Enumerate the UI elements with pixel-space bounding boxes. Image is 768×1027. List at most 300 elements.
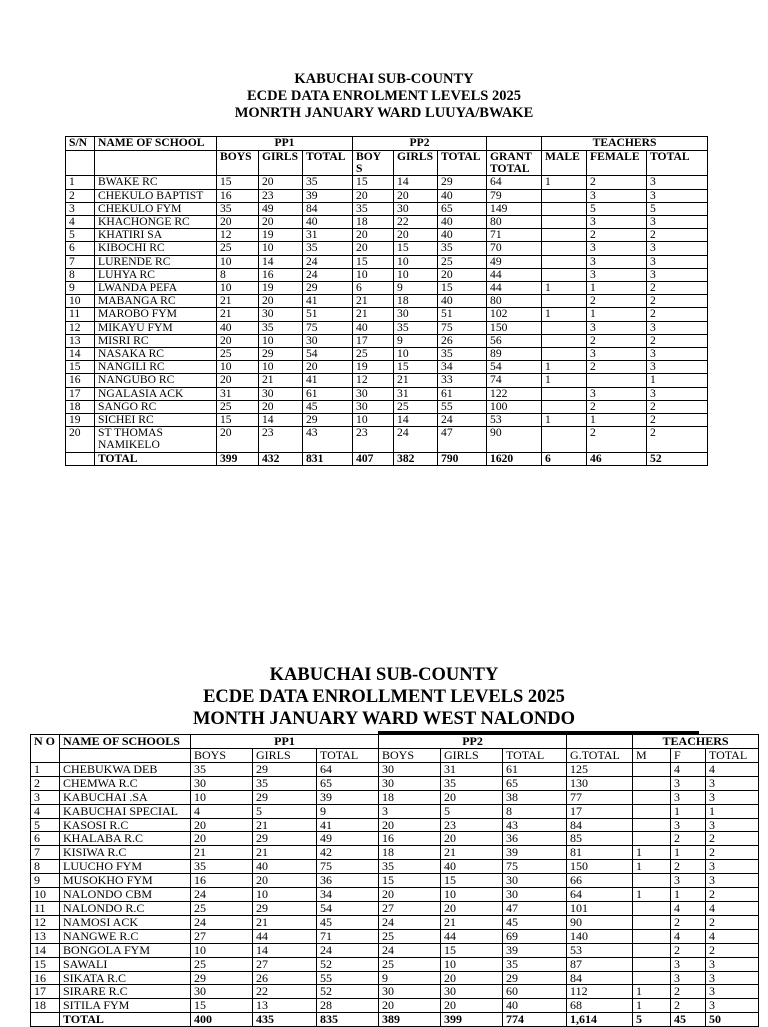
table-cell: 23 xyxy=(353,427,394,452)
table-cell: 2 xyxy=(647,334,708,347)
table-cell: 3 xyxy=(587,387,647,400)
table-header-row xyxy=(66,137,708,151)
table-cell: 3 xyxy=(587,348,647,361)
table-cell: 30 xyxy=(379,985,441,999)
table-cell: 3 xyxy=(706,874,759,888)
table-cell xyxy=(633,971,671,985)
subheader-cell: TOTAL xyxy=(503,749,567,763)
table-cell: 15 xyxy=(217,414,259,427)
table-cell xyxy=(542,334,587,347)
table-row xyxy=(31,971,759,985)
table-cell: 1 xyxy=(633,999,671,1013)
table-cell: 45 xyxy=(303,400,353,413)
table-cell: 36 xyxy=(317,874,379,888)
table-cell: 3 xyxy=(671,874,706,888)
table-cell: 26 xyxy=(438,334,487,347)
total-cell: 5 xyxy=(633,1013,671,1027)
table-cell: 40 xyxy=(438,216,487,229)
table-cell: 2 xyxy=(706,888,759,902)
school-name-cell: LWANDA PEFA xyxy=(95,282,217,295)
school-name-cell: NANGILI RC xyxy=(95,361,217,374)
table-cell: 20 xyxy=(217,427,259,452)
total-cell: TOTAL xyxy=(60,1013,191,1027)
table-cell: 40 xyxy=(438,189,487,202)
table-row xyxy=(66,202,708,215)
table-cell: 35 xyxy=(191,860,253,874)
table-cell: 3 xyxy=(671,971,706,985)
table-cell: 55 xyxy=(317,971,379,985)
table-cell: 64 xyxy=(317,762,379,776)
school-name-cell: SIRARE R.C xyxy=(60,985,191,999)
table-cell: 54 xyxy=(303,348,353,361)
total-cell: 435 xyxy=(253,1013,317,1027)
table-cell: 3 xyxy=(671,818,706,832)
table-row xyxy=(31,957,759,971)
table-cell: 30 xyxy=(379,776,441,790)
subheader-cell: TOTAL xyxy=(706,749,759,763)
table-cell: 24 xyxy=(303,255,353,268)
table-cell: 9 xyxy=(66,282,95,295)
school-name-cell: SITILA FYM xyxy=(60,999,191,1013)
school-name-cell: NANGUBO RC xyxy=(95,374,217,387)
table-cell: 10 xyxy=(31,888,60,902)
table-cell: 14 xyxy=(259,255,303,268)
table-cell: 20 xyxy=(259,216,303,229)
table-cell: 45 xyxy=(503,915,567,929)
table-cell: 3 xyxy=(647,242,708,255)
total-cell xyxy=(66,452,95,465)
table-cell: 13 xyxy=(31,929,60,943)
col-blank xyxy=(487,137,542,151)
school-name-cell: MISRI RC xyxy=(95,334,217,347)
subheader-cell: TOTAL xyxy=(317,749,379,763)
table-cell: 4 xyxy=(706,762,759,776)
table-cell: 9 xyxy=(379,971,441,985)
table-cell: 18 xyxy=(394,295,438,308)
table-cell: 2 xyxy=(31,776,60,790)
school-name-cell: KABUCHAI SPECIAL xyxy=(60,804,191,818)
col-pp2: PP2 xyxy=(353,137,487,151)
school-name-cell: NALONDO R.C xyxy=(60,901,191,915)
table-cell: 1 xyxy=(671,888,706,902)
table-cell: 1 xyxy=(31,762,60,776)
table-row xyxy=(31,888,759,902)
table-cell: 3 xyxy=(671,790,706,804)
table-cell xyxy=(542,321,587,334)
table-cell: 25 xyxy=(394,400,438,413)
table-cell: 5 xyxy=(31,818,60,832)
table-cell: 2 xyxy=(647,400,708,413)
table-cell: 25 xyxy=(191,901,253,915)
table-cell: 56 xyxy=(487,334,542,347)
total-cell: 46 xyxy=(587,452,647,465)
table-cell: 10 xyxy=(394,255,438,268)
table-cell: 74 xyxy=(487,374,542,387)
school-name-cell: NGALASIA ACK xyxy=(95,387,217,400)
table-row xyxy=(66,308,708,321)
table-cell: 3 xyxy=(647,361,708,374)
table-cell: 2 xyxy=(706,915,759,929)
table-cell xyxy=(542,216,587,229)
table-cell: 100 xyxy=(487,400,542,413)
table-row xyxy=(31,762,759,776)
table-cell: 2 xyxy=(587,361,647,374)
table-row xyxy=(31,874,759,888)
table-cell: 3 xyxy=(587,321,647,334)
table-cell: 29 xyxy=(503,971,567,985)
table-cell: 61 xyxy=(503,762,567,776)
table-cell: 2 xyxy=(587,229,647,242)
table-cell: 40 xyxy=(253,860,317,874)
school-name-cell: LURENDE RC xyxy=(95,255,217,268)
table-cell: 21 xyxy=(353,308,394,321)
table-cell: 21 xyxy=(394,374,438,387)
sub-blank-sn xyxy=(66,151,95,176)
table-cell: 24 xyxy=(303,268,353,281)
table-cell: 4 xyxy=(191,804,253,818)
table-cell: 23 xyxy=(259,427,303,452)
table-cell: 125 xyxy=(567,762,633,776)
table-cell: 9 xyxy=(394,334,438,347)
table-cell: 22 xyxy=(253,985,317,999)
table-cell: 20 xyxy=(353,229,394,242)
table-cell: 27 xyxy=(379,901,441,915)
table-body xyxy=(31,762,759,1026)
table-cell: 55 xyxy=(438,400,487,413)
table-cell: 3 xyxy=(706,971,759,985)
table-cell: 85 xyxy=(567,832,633,846)
table-cell: 12 xyxy=(66,321,95,334)
table-cell: 4 xyxy=(671,901,706,915)
table-cell: 10 xyxy=(441,957,503,971)
sub-total: TOTAL xyxy=(303,151,353,176)
table-cell: 21 xyxy=(353,295,394,308)
total-cell: 399 xyxy=(217,452,259,465)
sub-male: MALE xyxy=(542,151,587,176)
table-cell: 2 xyxy=(706,943,759,957)
table-cell: 14 xyxy=(259,414,303,427)
table-cell: 29 xyxy=(303,414,353,427)
table-row xyxy=(31,832,759,846)
total-cell: 1,614 xyxy=(567,1013,633,1027)
table-cell xyxy=(633,943,671,957)
col-school-name: NAME OF SCHOOLS xyxy=(60,735,191,749)
table-row xyxy=(66,361,708,374)
table-cell: 35 xyxy=(379,860,441,874)
table-cell: 89 xyxy=(487,348,542,361)
table-cell: 75 xyxy=(438,321,487,334)
table-row xyxy=(31,915,759,929)
school-name-cell: MAROBO FYM xyxy=(95,308,217,321)
table-cell: 44 xyxy=(487,282,542,295)
table-cell: 25 xyxy=(379,929,441,943)
sub-grant-total: GRANT TOTAL xyxy=(487,151,542,176)
school-name-cell: SIKATA R.C xyxy=(60,971,191,985)
table-cell xyxy=(633,901,671,915)
table-cell: 130 xyxy=(567,776,633,790)
table-row xyxy=(66,387,708,400)
table-cell: 24 xyxy=(379,915,441,929)
col-no: N O xyxy=(31,735,60,763)
table-cell: 49 xyxy=(317,832,379,846)
table-cell xyxy=(633,874,671,888)
table-row xyxy=(31,790,759,804)
table-cell: 30 xyxy=(503,874,567,888)
table-cell: 49 xyxy=(487,255,542,268)
table-cell: 6 xyxy=(31,832,60,846)
table-cell: 3 xyxy=(647,189,708,202)
sub-blank-name xyxy=(60,749,191,763)
total-cell: 432 xyxy=(259,452,303,465)
table-cell: 39 xyxy=(503,846,567,860)
doc1-title xyxy=(0,71,768,122)
table-cell: 4 xyxy=(706,901,759,915)
table-cell: 10 xyxy=(217,361,259,374)
doc2-title-line3: MONTH JANUARY WARD WEST NALONDO xyxy=(192,709,576,729)
table-cell: 1 xyxy=(542,374,587,387)
table-cell: 34 xyxy=(317,888,379,902)
table-row xyxy=(31,929,759,943)
table-cell: 16 xyxy=(379,832,441,846)
table-row xyxy=(66,282,708,295)
table-cell: 16 xyxy=(259,268,303,281)
table-cell: 44 xyxy=(441,929,503,943)
table-cell: 61 xyxy=(303,387,353,400)
col-teachers: TEACHERS xyxy=(542,137,708,151)
table-cell: 13 xyxy=(66,334,95,347)
school-name-cell: CHEMWA R.C xyxy=(60,776,191,790)
table-cell: 25 xyxy=(438,255,487,268)
table-cell: 10 xyxy=(353,268,394,281)
table-cell: 10 xyxy=(191,943,253,957)
table-cell: 112 xyxy=(567,985,633,999)
table-cell: 1 xyxy=(587,308,647,321)
table-cell: 1 xyxy=(671,846,706,860)
table-cell: 20 xyxy=(441,790,503,804)
table-cell: 44 xyxy=(253,929,317,943)
table-cell: 80 xyxy=(487,216,542,229)
table-cell: 35 xyxy=(394,321,438,334)
table-cell: 20 xyxy=(441,999,503,1013)
table-cell: 150 xyxy=(487,321,542,334)
table-cell: 20 xyxy=(191,818,253,832)
table-cell: 1 xyxy=(633,860,671,874)
table-cell: 3 xyxy=(706,860,759,874)
table-cell: 60 xyxy=(503,985,567,999)
table-cell: 30 xyxy=(191,776,253,790)
table-cell: 2 xyxy=(706,832,759,846)
table-cell: 18 xyxy=(379,846,441,860)
school-name-cell: KIBOCHI RC xyxy=(95,242,217,255)
table-cell: 15 xyxy=(394,361,438,374)
table-cell: 3 xyxy=(647,321,708,334)
table-cell: 1 xyxy=(587,282,647,295)
table-cell: 16 xyxy=(191,874,253,888)
table-cell: 2 xyxy=(647,414,708,427)
table-cell: 35 xyxy=(253,776,317,790)
table-cell: 3 xyxy=(706,818,759,832)
table-cell: 150 xyxy=(567,860,633,874)
table-cell: 20 xyxy=(353,242,394,255)
table-cell: 90 xyxy=(567,915,633,929)
table-cell: 27 xyxy=(253,957,317,971)
doc1-title-line1: KABUCHAI SUB-COUNTY xyxy=(294,71,474,87)
table-cell: 8 xyxy=(503,804,567,818)
school-name-cell: SAWALI xyxy=(60,957,191,971)
table-cell: 39 xyxy=(317,790,379,804)
table-cell: 15 xyxy=(353,255,394,268)
table-cell: 3 xyxy=(647,255,708,268)
subheader-cell: F xyxy=(671,749,706,763)
table-cell: 6 xyxy=(353,282,394,295)
school-name-cell: NASAKA RC xyxy=(95,348,217,361)
table-cell: 84 xyxy=(567,818,633,832)
table-cell: 70 xyxy=(487,242,542,255)
table-cell: 9 xyxy=(317,804,379,818)
table-cell: 20 xyxy=(379,888,441,902)
table-cell xyxy=(542,202,587,215)
table-cell: 8 xyxy=(217,268,259,281)
table-cell: 21 xyxy=(217,308,259,321)
table-cell: 5 xyxy=(66,229,95,242)
table-row xyxy=(66,427,708,452)
school-name-cell: NAMOSI ACK xyxy=(60,915,191,929)
table-cell: 20 xyxy=(441,832,503,846)
table-cell: 38 xyxy=(503,790,567,804)
table-cell: 30 xyxy=(353,400,394,413)
table-cell: 24 xyxy=(191,915,253,929)
table-cell: 25 xyxy=(191,957,253,971)
table-row xyxy=(66,176,708,189)
table-cell: 21 xyxy=(253,846,317,860)
table-cell: 52 xyxy=(317,957,379,971)
table-cell: 20 xyxy=(353,189,394,202)
table-cell: 54 xyxy=(487,361,542,374)
table-cell: 75 xyxy=(303,321,353,334)
total-cell: 52 xyxy=(647,452,708,465)
table-cell: 3 xyxy=(671,776,706,790)
table-cell: 30 xyxy=(394,202,438,215)
sub-total-pp2: TOTAL xyxy=(438,151,487,176)
school-name-cell: CHEBUKWA DEB xyxy=(60,762,191,776)
table-cell: 44 xyxy=(487,268,542,281)
subheader-cell: M xyxy=(633,749,671,763)
table-cell: 14 xyxy=(394,414,438,427)
school-name-cell: KHATIRI SA xyxy=(95,229,217,242)
total-cell: 1620 xyxy=(487,452,542,465)
table-header-row xyxy=(31,735,759,749)
col-teachers: TEACHERS xyxy=(633,735,759,749)
table-cell: 21 xyxy=(253,818,317,832)
table-cell: 10 xyxy=(259,361,303,374)
table-cell: 1 xyxy=(542,361,587,374)
table-row xyxy=(66,242,708,255)
table-cell: 2 xyxy=(647,282,708,295)
table-cell: 29 xyxy=(438,176,487,189)
table-cell: 1 xyxy=(633,846,671,860)
table-cell: 35 xyxy=(217,202,259,215)
table-cell: 5 xyxy=(441,804,503,818)
table-cell: 19 xyxy=(66,414,95,427)
table-cell: 39 xyxy=(503,943,567,957)
table-cell: 18 xyxy=(66,400,95,413)
table-cell: 53 xyxy=(487,414,542,427)
table-cell: 25 xyxy=(217,242,259,255)
table-row xyxy=(66,374,708,387)
table-cell xyxy=(633,790,671,804)
table-cell: 35 xyxy=(438,348,487,361)
table-cell: 20 xyxy=(441,901,503,915)
table-cell: 2 xyxy=(587,427,647,452)
table-cell: 29 xyxy=(259,348,303,361)
table-cell: 35 xyxy=(259,321,303,334)
table-cell: 31 xyxy=(303,229,353,242)
table-cell: 39 xyxy=(303,189,353,202)
table-cell: 51 xyxy=(303,308,353,321)
table-cell: 77 xyxy=(567,790,633,804)
school-name-cell: KABUCHAI .SA xyxy=(60,790,191,804)
table-cell: 3 xyxy=(587,216,647,229)
col-pp1: PP1 xyxy=(217,137,353,151)
table-cell xyxy=(542,268,587,281)
table-row xyxy=(66,321,708,334)
table-cell: 3 xyxy=(379,804,441,818)
table-cell xyxy=(633,929,671,943)
school-name-cell: SANGO RC xyxy=(95,400,217,413)
table-cell: 15 xyxy=(353,176,394,189)
table-cell: 21 xyxy=(441,846,503,860)
total-cell: 407 xyxy=(353,452,394,465)
table-cell: 3 xyxy=(706,957,759,971)
total-cell: 831 xyxy=(303,452,353,465)
table-cell: 29 xyxy=(303,282,353,295)
table-cell: 15 xyxy=(394,242,438,255)
table-cell: 2 xyxy=(587,295,647,308)
table-cell: 36 xyxy=(503,832,567,846)
table-cell: 1 xyxy=(542,282,587,295)
table-cell: 3 xyxy=(706,999,759,1013)
doc1-title-line3: MONRTH JANUARY WARD LUUYA/BWAKE xyxy=(234,105,534,121)
table-cell: 30 xyxy=(353,387,394,400)
table-cell: 102 xyxy=(487,308,542,321)
table-cell: 31 xyxy=(394,387,438,400)
table-cell: 2 xyxy=(647,308,708,321)
school-name-cell: MABANGA RC xyxy=(95,295,217,308)
table-cell: 51 xyxy=(438,308,487,321)
table-cell: 1 xyxy=(66,176,95,189)
total-cell: 790 xyxy=(438,452,487,465)
table-cell: 20 xyxy=(394,189,438,202)
table-cell: 40 xyxy=(438,229,487,242)
table-cell: 66 xyxy=(567,874,633,888)
table-cell: 15 xyxy=(191,999,253,1013)
subheader-cell: BOYS xyxy=(191,749,253,763)
table-cell: 33 xyxy=(438,374,487,387)
table-row xyxy=(66,189,708,202)
table-cell: 2 xyxy=(706,846,759,860)
table-subheader-row xyxy=(66,151,708,176)
table-cell: 3 xyxy=(706,776,759,790)
table-cell: 2 xyxy=(66,189,95,202)
table-cell: 15 xyxy=(438,282,487,295)
school-name-cell: NANGWE R.C xyxy=(60,929,191,943)
table-cell: 30 xyxy=(259,387,303,400)
table-cell: 9 xyxy=(31,874,60,888)
col-school-name: NAME OF SCHOOL xyxy=(95,137,217,151)
table-row xyxy=(31,943,759,957)
table-cell: 5 xyxy=(587,202,647,215)
table-cell: 122 xyxy=(487,387,542,400)
